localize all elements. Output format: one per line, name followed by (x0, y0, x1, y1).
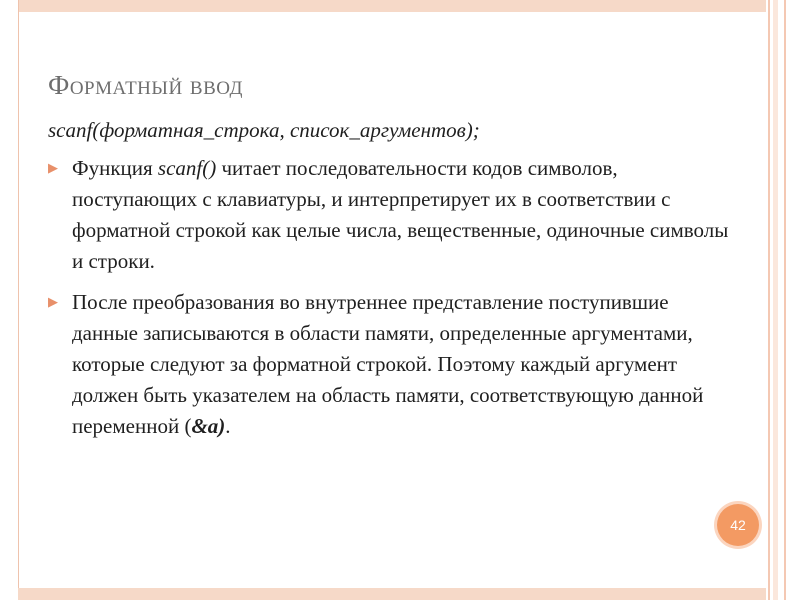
bullet-item-1 (48, 153, 738, 277)
frame-left-border (18, 0, 27, 600)
bullet-marker-icon: ▶ (48, 161, 58, 176)
frame-right-inner-stripe (773, 0, 778, 600)
page-number-badge: 42 (717, 504, 759, 546)
frame-top-border (18, 0, 766, 12)
bullet-2-code: &a) (191, 414, 226, 438)
bullet-1-suffix: читает последовательности кодов символов, поступающих с клавиатуры, и интерпретирует их в соответствии с форматной строкой как целые числа, вещественные, одиночные символы и строки. (72, 156, 729, 273)
bullet-list (48, 153, 738, 452)
bullet-item-2 (48, 287, 738, 442)
bullet-2-prefix: После преобразования во внутреннее представление поступившие данные записываются в области памяти, определенные аргументами, которые следуют за форматной строкой. Поэтому каждый аргумент должен быть указателем на область памяти, соответствующую данной переменной ( (72, 290, 704, 438)
frame-bottom-border (18, 588, 766, 600)
bullet-1-prefix: Функция (72, 156, 158, 180)
bullet-marker-icon: ▶ (48, 295, 58, 310)
scanf-signature: scanf(форматная_строка, список_аргументов); (48, 118, 480, 142)
bullet-2-suffix: . (225, 414, 231, 438)
slide-title: Форматный ввод (48, 70, 244, 100)
bullet-1-code: scanf() (157, 156, 217, 180)
